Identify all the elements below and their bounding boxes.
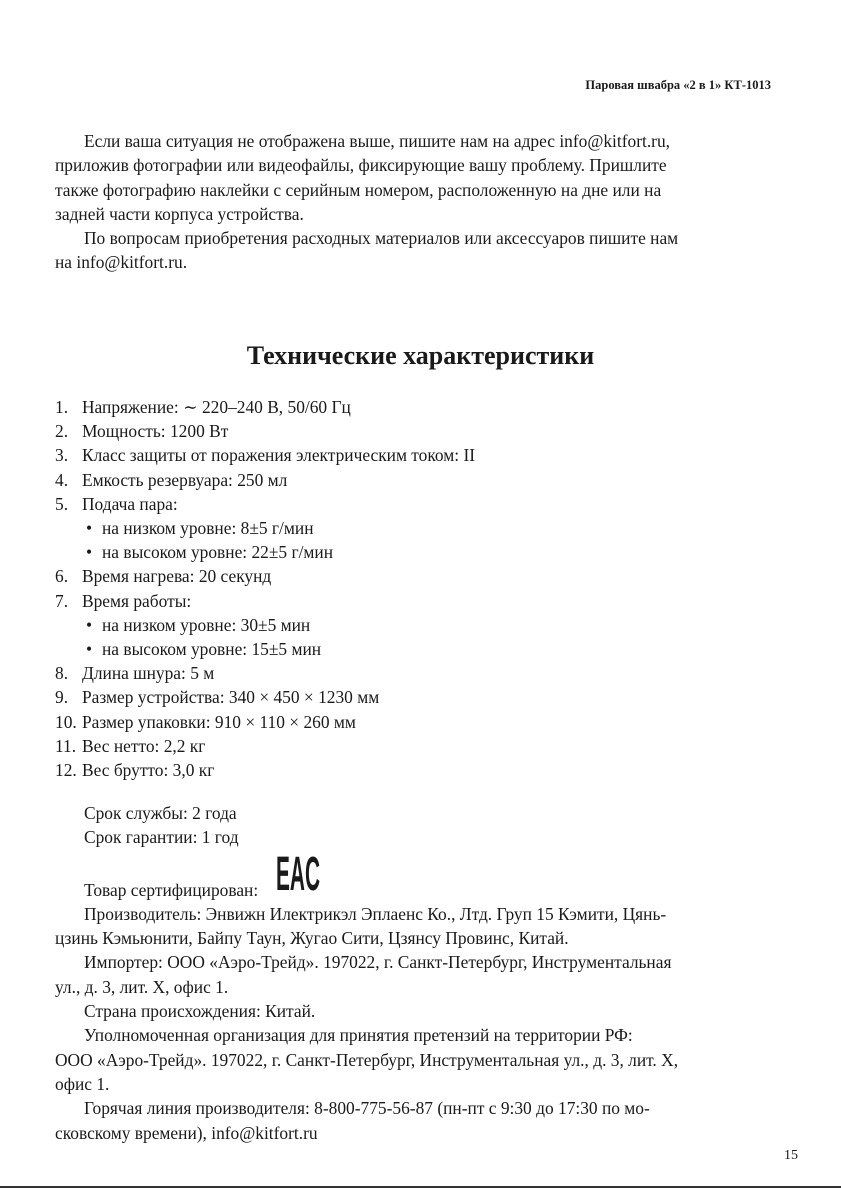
text-line: цзинь Кэмьюнити, Байпу Таун, Жугао Сити, Цзянсу Провинс, Китай. (55, 928, 569, 949)
text-line: Производитель: Энвижн Илектрикэл Эплаенс Ко., Лтд. Груп 15 Кэмити, Цянь- (84, 903, 667, 924)
warranty: Срок гарантии: 1 год (84, 827, 239, 848)
certification-line (55, 847, 785, 902)
eac-mark-icon (275, 847, 321, 901)
spec-item: 3. Класс защиты от поражения электрическим током: II (55, 445, 476, 466)
page-number: 15 (784, 1148, 798, 1163)
spec-item: 7. Время работы: (55, 590, 192, 611)
spec-item: 1. Напряжение: ∼ 220–240 В, 50/60 Гц (55, 397, 351, 417)
text-line: Импортер: ООО «Аэро-Трейд». 197022, г. Санкт-Петербург, Инструментальная (84, 952, 672, 973)
spec-item: 4. Емкость резервуара: 250 мл (55, 469, 288, 490)
spec-subitem: • на низком уровне: 8±5 г/мин (86, 518, 314, 539)
text-line: Уполномоченная организация для принятия претензий на территории РФ: (84, 1025, 633, 1046)
text-line: ООО «Аэро-Трейд». 197022, г. Санкт-Петербург, Инструментальная ул., д. 3, лит. Х, (55, 1049, 679, 1070)
text-line: По вопросам приобретения расходных материалов или аксессуаров пишите нам (84, 228, 679, 248)
spec-item: 8. Длина шнура: 5 м (55, 663, 215, 684)
spec-item: 10. Размер упаковки: 910 × 110 × 260 мм (55, 711, 356, 732)
text-line: задней части корпуса устройства. (55, 203, 304, 224)
spec-subitem: • на высоком уровне: 15±5 мин (86, 639, 322, 660)
service-life: Срок службы: 2 года (84, 803, 237, 823)
certified-label: Товар сертифицирован: (84, 879, 259, 900)
spec-item: 6. Время нагрева: 20 секунд (55, 566, 272, 587)
text-line: также фотографию наклейки с серийным номером, расположенную на дне или на (55, 179, 662, 200)
text-line: ул., д. 3, лит. Х, офис 1. (55, 976, 229, 997)
spec-subitem: • на низком уровне: 30±5 мин (86, 614, 311, 635)
text-line: Если ваша ситуация не отображена выше, пишите нам на адрес info@kitfort.ru, (84, 131, 671, 151)
intro-paragraph-2 (55, 226, 785, 275)
spec-item: 2. Мощность: 1200 Вт (55, 421, 229, 442)
bottom-rule (0, 1186, 841, 1188)
text-line: сковскому времени), info@kitfort.ru (55, 1122, 318, 1143)
svg-text:EAC: EAC (275, 847, 320, 901)
intro-paragraph-1 (55, 129, 785, 226)
info-block (55, 801, 785, 1145)
text-line: Горячая линия производителя: 8-800-775-56-87 (пн-пт с 9:30 до 17:30 по мо- (84, 1098, 650, 1119)
spec-item: 5. Подача пара: (55, 493, 178, 514)
specs-list (55, 395, 795, 782)
spec-item: 12. Вес брутто: 3,0 кг (55, 760, 215, 781)
text-line: офис 1. (55, 1073, 110, 1094)
origin: Страна происхождения: Китай. (84, 1001, 316, 1022)
section-title: Технические характеристики (246, 341, 595, 370)
text-line: на info@kitfort.ru. (55, 252, 188, 273)
spec-subitem: • на высоком уровне: 22±5 г/мин (86, 542, 334, 563)
spec-item: 9. Размер устройства: 340 × 450 × 1230 мм (55, 687, 380, 708)
spec-item: 11. Вес нетто: 2,2 кг (55, 735, 206, 756)
text-line: приложив фотографии или видеофайлы, фиксирующие вашу проблему. Пришлите (55, 155, 667, 176)
running-header: Паровая швабра «2 в 1» КТ-1013 (585, 78, 771, 92)
